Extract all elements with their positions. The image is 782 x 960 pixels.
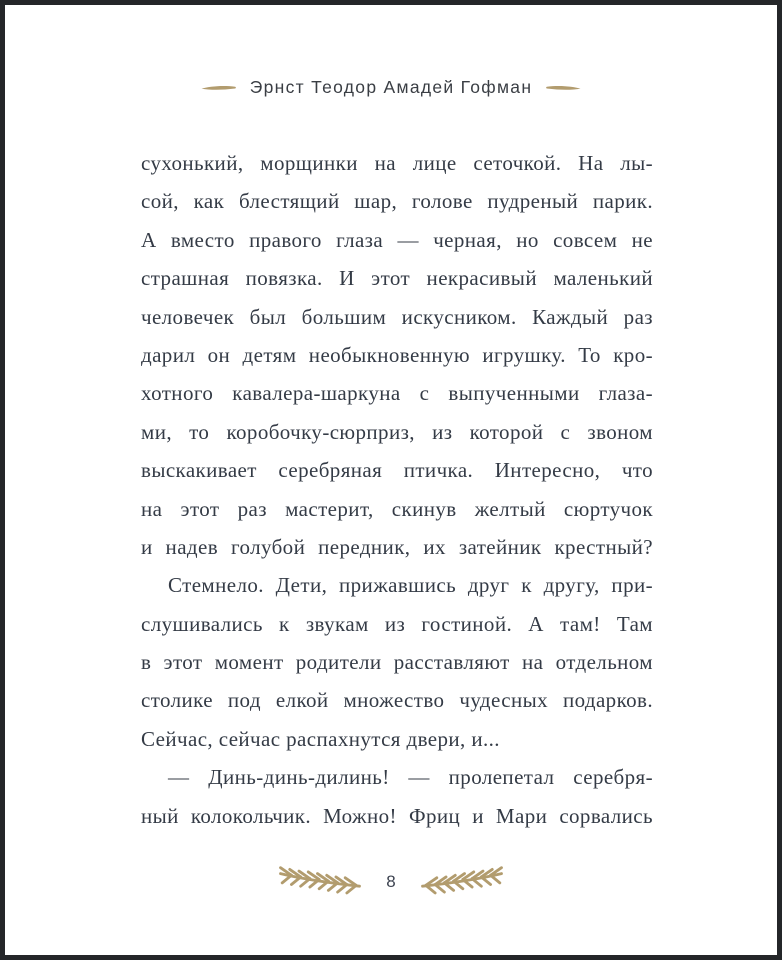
text-line: дарил он детям необыкновенную игрушку. То кро- (141, 342, 653, 367)
text-line: выскакивает серебряная птичка. Интересно, что (141, 458, 653, 483)
fern-branch-icon (420, 863, 504, 901)
text-line: страшная повязка. И этот некрасивый маленький (141, 266, 653, 291)
text-line: — Динь-динь-дилинь! — пролепетал серебря- (168, 765, 653, 790)
text-line: Сейчас, сейчас распахнутся двери, и... (141, 726, 500, 751)
text-line: в этот момент родители расставляют на отдельном (141, 650, 653, 675)
page-number: 8 (386, 872, 396, 891)
text-line: ми, то коробочку-сюрприз, из которой с звоном (141, 419, 653, 444)
text-line: сухонький, морщинки на лице сеточкой. На лы- (141, 151, 653, 175)
text-line: слушивались к звукам из гостиной. А там! Там (141, 611, 653, 636)
text-line: на этот раз мастерит, скинув желтый сюртучок (141, 496, 653, 521)
text-line: ный колокольчик. Можно! Фриц и Мари сорвались (141, 803, 653, 828)
author-name: Эрнст Теодор Амадей Гофман (249, 77, 533, 97)
running-head (5, 77, 777, 98)
text-line: хотного кавалера-шаркуна с выпученными глаза- (141, 381, 653, 406)
text-line: человечек был большим искусником. Каждый раз (141, 304, 653, 329)
text-line: А вместо правого глаза — черная, но совсем не (141, 227, 653, 252)
text-line: Стемнело. Дети, прижавшись друг к другу, при- (168, 573, 653, 598)
tapered-dash-icon (545, 84, 581, 92)
tapered-dash-icon (201, 84, 237, 92)
text-line: и надев голубой передник, их затейник крестный? (141, 534, 653, 559)
text-line: сой, как блестящий шар, голове пудреный парик. (141, 189, 653, 214)
text-line: столике под елкой множество чудесных подарков. (141, 688, 653, 713)
page-footer (5, 861, 777, 903)
fern-branch-icon (278, 863, 362, 901)
body-text (141, 144, 653, 835)
